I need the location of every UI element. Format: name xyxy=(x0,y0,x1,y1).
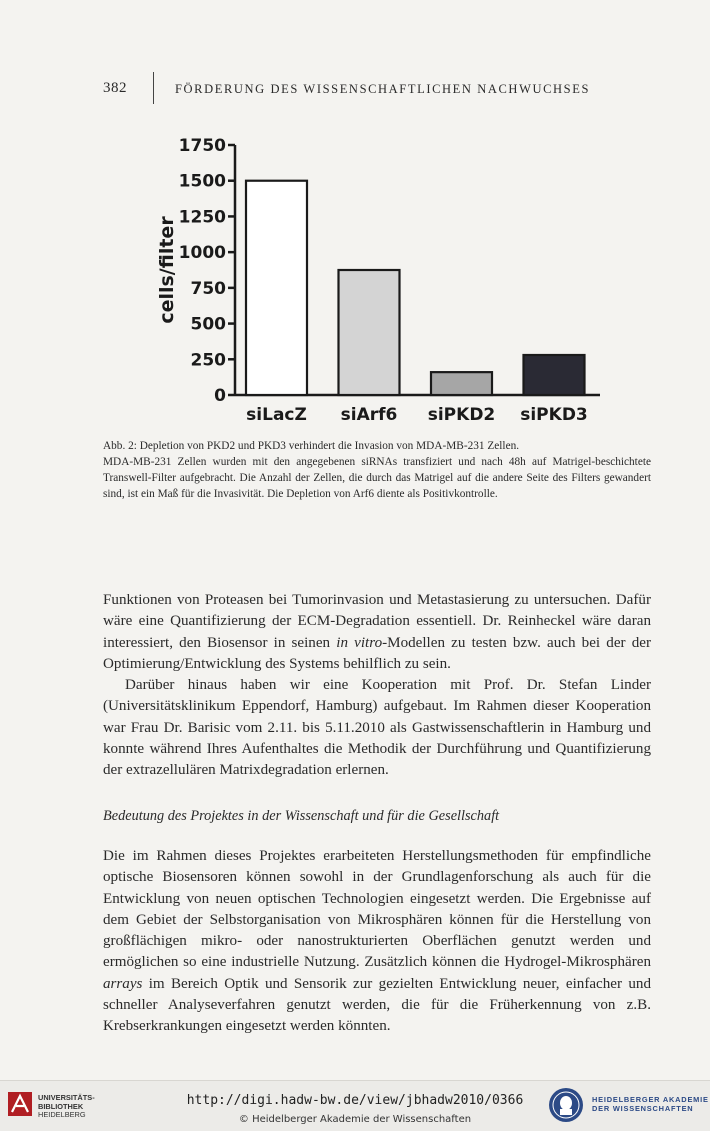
paragraph-1 xyxy=(103,590,651,675)
caption-description: MDA-MB-231 Zellen wurden mit den angegebenen siRNAs transfiziert und nach 48h auf Matrigel-beschichtete Transwell-Filter aufgebracht. Die Anzahl der Zellen, die durch das Matrigel auf die andere Seite des Filters gewandert sind, ist ein Maß für die Invasivität. Die Depletion von Arf6 diente als Positivkontrolle. xyxy=(103,456,651,500)
bar-siarf6 xyxy=(339,270,400,395)
bar-silacz xyxy=(246,181,307,395)
bar-sipkd2 xyxy=(431,372,492,395)
paragraph-1-text-b: -Modellen zu testen bzw. auch bei der der Optimierung/Entwicklung des Systems behilflich zu sein. xyxy=(103,634,651,672)
paragraph-1-italic: in vitro xyxy=(336,634,383,651)
academy-seal-icon[interactable] xyxy=(548,1087,584,1123)
y-tick-label: 1500 xyxy=(178,171,226,192)
y-tick-label: 500 xyxy=(190,314,226,335)
x-category-label: siPKD2 xyxy=(427,405,496,425)
header-divider xyxy=(153,72,154,104)
bar-sipkd3 xyxy=(524,355,585,395)
y-tick-label: 0 xyxy=(214,386,226,406)
bar-chart-svg xyxy=(140,125,610,430)
y-tick-label: 750 xyxy=(190,278,226,299)
paragraph-3-text-b: im Bereich Optik und Sensorik zur gezielten Entwicklung neuer, einfacher und schneller Analyseverfahren genutzt werden, die für die Früherkennung von z.B. Krebserkrankungen eingesetzt werden könnten. xyxy=(103,975,651,1035)
body-text xyxy=(103,590,651,1038)
x-category-label: siLacZ xyxy=(246,405,307,425)
copyright-notice: © Heidelberger Akademie der Wissenschaften xyxy=(238,1114,472,1125)
bar-chart xyxy=(140,125,610,430)
paragraph-2: Darüber hinaus haben wir eine Kooperation mit Prof. Dr. Stefan Linder (Universitätsklinikum Eppendorf, Hamburg) aufgebaut. Im Rahmen dieser Kooperation war Frau Dr. Barisic vom 2.11. bis 5.11.2010 als Gastwissenschaftlerin in Hamburg und konnte während Ihres Aufenthaltes die Methodik der Durchführung und Quantifizierung der extrazellulären Matrixdegradation erlernen. xyxy=(103,677,651,779)
y-tick-label: 250 xyxy=(190,350,226,371)
academy-line-1: HEIDELBERGER AKADEMIE xyxy=(592,1095,709,1104)
running-header xyxy=(103,80,663,102)
y-axis-title: cells/filter xyxy=(156,216,178,324)
x-category-label: siArf6 xyxy=(340,405,398,425)
paragraph-1-text-a: Funktionen von Proteasen bei Tumorinvasion und Metastasierung zu untersuchen. Dafür wäre eine Quantifizierung der ECM-Degradation essentiell. Dr. Reinheckel wäre daran interessiert, den Biosensor in seinen xyxy=(103,592,651,651)
section-heading: Bedeutung des Projektes in der Wissenschaft und für die Gesellschaft xyxy=(103,807,500,824)
paragraph-3-text-a: Die im Rahmen dieses Projektes erarbeiteten Herstellungsmethoden für empfindliche optische Biosensoren können sowohl in der Grundlagenforschung als auch für die Entwicklung von neuen optischen Technologien eingesetzt werden. Die Ergebnisse auf dem Gebiet der Selbstorganisation von Mikrosphären können für die Herstellung von großflächigen mikro- oder nanostrukturierten Oberflächen genutzt werden und ermöglichen so eine industrielle Nutzung. Zusätzlich können die Hydrogel-Mikrosphären xyxy=(103,847,651,971)
figure-caption xyxy=(103,438,651,502)
y-tick-label: 1750 xyxy=(178,136,226,156)
academy-line-2: DER WISSENSCHAFTEN xyxy=(592,1104,694,1113)
library-line-3: HEIDELBERG xyxy=(38,1110,86,1120)
y-tick-label: 1000 xyxy=(178,243,226,264)
academy-name xyxy=(592,1095,709,1113)
footer-bar xyxy=(0,1080,710,1131)
page-number: 382 xyxy=(103,80,127,96)
paragraph-3-italic: arrays xyxy=(103,975,143,992)
paragraph-3 xyxy=(103,846,651,1038)
running-title: FÖRDERUNG DES WISSENSCHAFTLICHEN NACHWUCHSES xyxy=(175,82,590,96)
library-line-1: UNIVERSITÄTS- xyxy=(38,1093,95,1102)
caption-title: Abb. 2: Depletion von PKD2 und PKD3 verhindert die Invasion von MDA-MB-231 Zellen. xyxy=(103,440,520,452)
y-tick-label: 1250 xyxy=(178,207,226,228)
x-category-label: siPKD3 xyxy=(520,405,588,425)
library-line-2: BIBLIOTHEK xyxy=(38,1101,84,1111)
source-url-link[interactable]: http://digi.hadw-bw.de/view/jbhadw2010/0366 xyxy=(186,1093,524,1108)
